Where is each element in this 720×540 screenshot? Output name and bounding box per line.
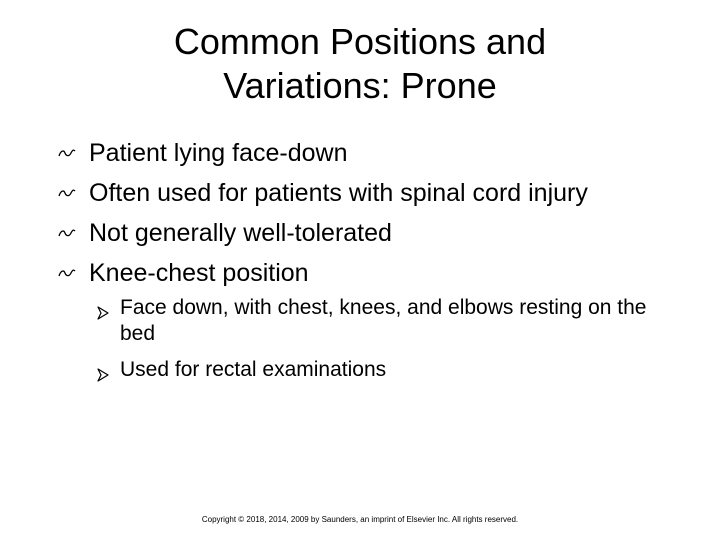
- wave-bullet-icon: [56, 213, 78, 253]
- copyright-footer: Copyright © 2018, 2014, 2009 by Saunders, an imprint of Elsevier Inc. All rights reserved.: [201, 515, 519, 524]
- bullet-text: Patient lying face-down: [89, 139, 348, 167]
- bullet-text: Knee-chest position: [89, 259, 309, 287]
- sub-bullet-text: Used for rectal examinations: [120, 358, 387, 381]
- arrow-bullet-icon: [96, 363, 110, 377]
- sub-bullet-item: [96, 357, 660, 383]
- slide-title: [60, 20, 660, 108]
- slide-title-line-2: Variations: Prone: [223, 65, 497, 106]
- bullet-text: Often used for patients with spinal cord injury: [89, 179, 588, 207]
- slide-title-line-1: Common Positions and: [173, 21, 547, 62]
- bullet-text: Not generally well-tolerated: [89, 219, 392, 247]
- arrow-bullet-icon: [96, 301, 110, 315]
- sub-bullet-text: Face down, with chest, knees, and elbows resting on the bed: [120, 296, 647, 345]
- wave-bullet-icon: [56, 173, 78, 213]
- sub-bullet-list: [96, 295, 660, 383]
- sub-bullet-item: [96, 295, 660, 347]
- wave-bullet-icon: [56, 253, 78, 293]
- wave-bullet-icon: [56, 133, 78, 173]
